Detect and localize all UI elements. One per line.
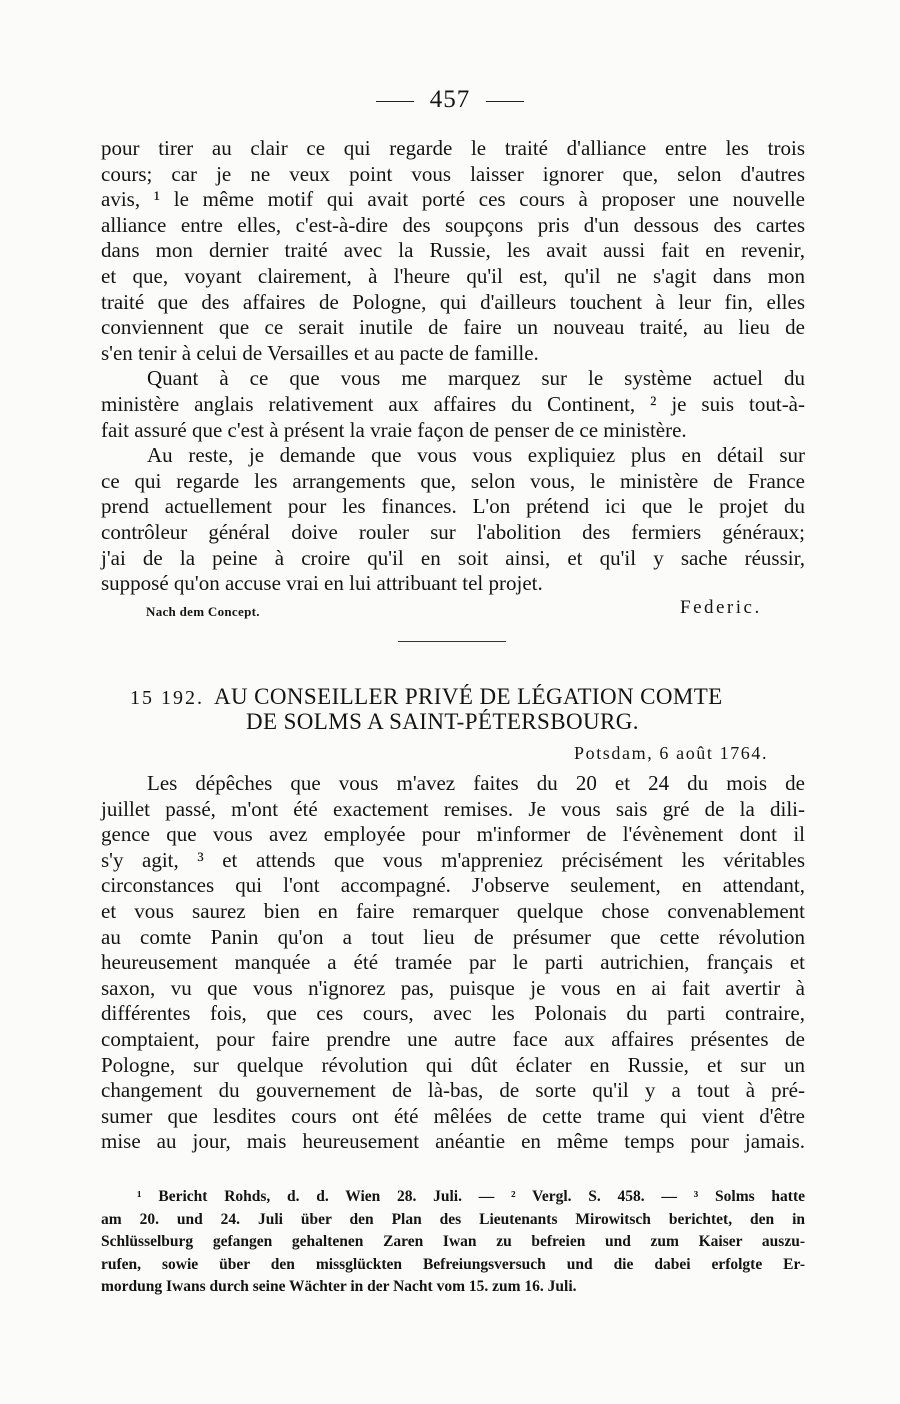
text-line: mise au jour, mais heureusement anéantie en même temps pour jamais. [101, 1129, 805, 1154]
letter-number: 15 192. [130, 687, 204, 709]
continuation-text [101, 136, 805, 597]
signature: Federic. [680, 597, 762, 618]
footnote-line: rufen, sowie über den missglückten Befreiungsversuch und die dabei erfolgte Er- [101, 1255, 805, 1273]
text-line: saxon, vu que vous n'ignorez pas, puisque je vous en ai fait avertir à [101, 975, 805, 1000]
text-line: changement du gouvernement de là-bas, de sorte qu'il y a tout à pré- [101, 1078, 805, 1103]
text-line: et vous saurez bien en faire remarquer quelque chose convenablement [101, 898, 805, 923]
text-line: conviennent que ce serait inutile de faire un nouveau traité, au lieu de [101, 315, 805, 340]
letter-title-line2: DE SOLMS A SAINT-PÉTERSBOURG. [246, 709, 639, 734]
text-line: gence que vous avez employée pour m'informer de l'évènement dont il [101, 822, 805, 847]
text-line: circonstances qui l'ont accompagné. J'observe seulement, en attendant, [101, 873, 805, 898]
text-line: différentes fois, que ces cours, avec les Polonais du parti contraire, [101, 1001, 805, 1026]
text-line: prend actuellement pour les finances. L'on prétend ici que le projet du [101, 494, 805, 519]
text-line: fait assuré que c'est à présent la vraie façon de penser de ce ministère. [101, 417, 687, 442]
text-line: juillet passé, m'ont été exactement remises. Je vous sais gré de la dili- [101, 796, 805, 821]
text-line: s'y agit, ³ et attends que vous m'appreniez précisément les véritables [101, 847, 805, 872]
text-line: alliance entre elles, c'est-à-dire des soupçons pris d'un dessous des cartes [101, 212, 805, 237]
text-line: au comte Panin qu'on a tout lieu de présumer que cette révolution [101, 924, 805, 949]
footnote-line: am 20. und 24. Juli über den Plan des Lieutenants Mirowitsch berichtet, den in [101, 1210, 805, 1228]
text-line: Pologne, sur quelque révolution qui dût éclater en Russie, et sur un [101, 1052, 805, 1077]
text-line: cours; car je ne veux point vous laisser ignorer que, selon d'autres [101, 161, 805, 186]
footnote-line: ¹ Bericht Rohds, d. d. Wien 28. Juli. — ² Vergl. S. 458. — ³ Solms hatte [137, 1188, 805, 1205]
header-dash-left [376, 101, 414, 102]
letter-heading [130, 684, 780, 710]
text-line: supposé qu'on accuse vrai en lui attribuant tel projet. [101, 571, 543, 596]
letter-title-line1: AU CONSEILLER PRIVÉ DE LÉGATION COMTE [214, 684, 723, 709]
source-note: Nach dem Concept. [146, 604, 260, 619]
section-divider [398, 641, 506, 642]
text-line: sumer que lesdites cours ont été mêlées de cette trame qui vient d'être [101, 1103, 805, 1128]
text-line: ministère anglais relativement aux affaires du Continent, ² je suis tout-à- [101, 391, 805, 416]
header-dash-right [486, 101, 524, 102]
text-line: contrôleur général doive rouler sur l'abolition des fermiers généraux; [101, 519, 805, 544]
footnote-line: Schlüsselburg gefangen gehaltenen Zaren Iwan zu befreien und zum Kaiser auszu- [101, 1233, 805, 1250]
text-line: ce qui regarde les arrangements que, selon vous, le ministère de France [101, 468, 805, 493]
footnote-line: mordung Iwans durch seine Wächter in der Nacht vom 15. zum 16. Juli. [101, 1278, 577, 1295]
page-number: 457 [429, 86, 471, 113]
text-line: s'en tenir à celui de Versailles et au pacte de famille. [101, 340, 539, 365]
letter-heading-cont [246, 709, 896, 735]
text-line: comptaient, pour faire prendre une autre face aux affaires présentes de [101, 1026, 805, 1051]
text-line: dans mon dernier traité avec la Russie, les avait aussi fait en revenir, [101, 238, 805, 263]
text-line: j'ai de la peine à croire qu'il en soit ainsi, et qu'il y sache réussir, [101, 545, 805, 570]
text-line: heureusement manquée a été tramée par le parti autrichien, français et [101, 950, 805, 975]
text-line: Les dépêches que vous m'avez faites du 20 et 24 du mois de [147, 771, 805, 795]
text-line: Quant à ce que vous me marquez sur le système actuel du [147, 366, 805, 391]
footnotes [101, 1186, 805, 1299]
text-line: avis, ¹ le même motif qui avait porté ces cours à proposer une nouvelle [101, 187, 805, 212]
text-line: traité que des affaires de Pologne, qui d'ailleurs touchent à leur fin, elles [101, 289, 805, 314]
page-header [0, 86, 900, 114]
letter-body [101, 771, 805, 1155]
text-line: pour tirer au clair ce qui regarde le traité d'alliance entre les trois [101, 136, 805, 160]
text-line: et que, voyant clairement, à l'heure qu'il est, qu'il ne s'agit dans mon [101, 263, 805, 288]
text-line: Au reste, je demande que vous vous expliquiez plus en détail sur [147, 443, 805, 468]
place-date: Potsdam, 6 août 1764. [574, 743, 769, 763]
